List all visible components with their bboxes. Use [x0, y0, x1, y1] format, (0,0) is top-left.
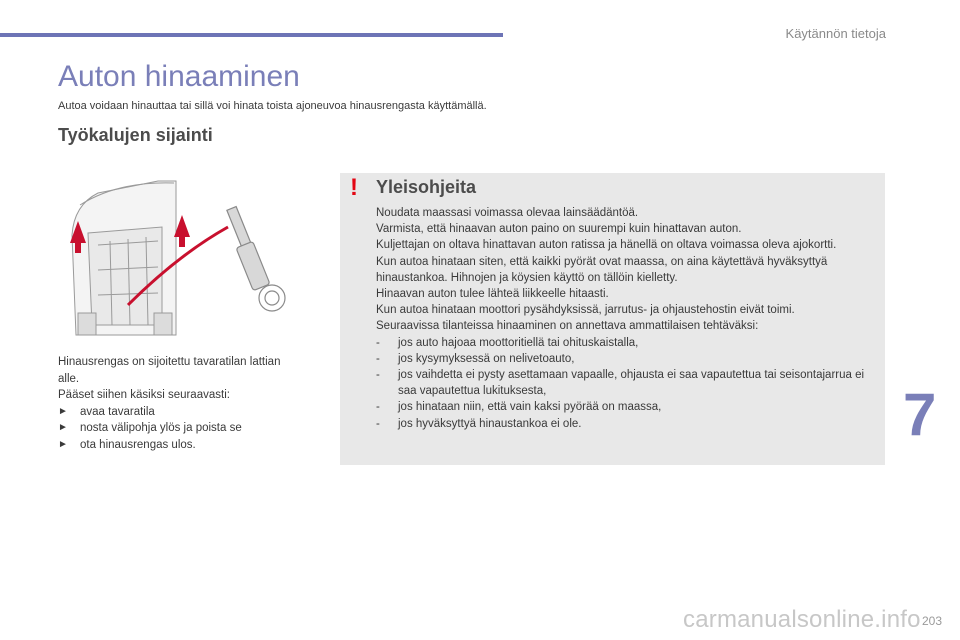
info-line: Hinaavan auton tulee lähteä liikkeelle hitaasti. [376, 288, 609, 301]
list-item: ► ota hinausrengas ulos. [58, 437, 303, 454]
chapter-number: 7 [903, 381, 937, 448]
list-item: - jos auto hajoaa moottoritiellä tai ohituskaistalla, [376, 336, 639, 349]
list-item: ► avaa tavaratila [58, 404, 303, 421]
section-subtitle: Työkalujen sijainti [58, 125, 213, 145]
list-item: - jos hyväksyttyä hinaustankoa ei ole. [376, 417, 582, 430]
info-line: Kuljettajan on oltava hinattavan auton ratissa ja hänellä on oltava voimassa oleva ajokortti. [376, 239, 837, 252]
steps-list [58, 404, 303, 454]
access-paragraph: Pääset siihen käsiksi seuraavasti: [58, 389, 230, 401]
info-line: Noudata maassasi voimassa olevaa lainsäädäntöä. [376, 207, 639, 219]
tool-location-text [58, 354, 303, 453]
arrow-bullet-icon: ► [58, 438, 68, 450]
list-item: - jos hinataan niin, että vain kaksi pyörää on maassa, [376, 401, 662, 414]
arrow-bullet-icon: ► [58, 405, 68, 417]
watermark: carmanualsonline.info [683, 606, 921, 633]
info-body [376, 205, 876, 432]
location-paragraph: Hinausrengas on sijoitettu tavaratilan lattian alle. [58, 356, 281, 385]
list-item: - jos vaihdetta ei pysty asettamaan vapaalle, ohjausta ei saa vapautettua tai seisontajarrua ei saa vapautettua lukituksesta, [376, 369, 865, 398]
info-title: Yleisohjeita [376, 177, 477, 197]
trunk-illustration [58, 175, 298, 345]
page-number: 203 [921, 614, 942, 628]
info-line: Varmista, että hinaavan auton paino on suurempi kuin hinattavan auton. [376, 223, 742, 236]
info-line: Kun autoa hinataan moottori pysähdyksissä, jarrutus- ja ohjaustehostin eivät toimi. [376, 304, 795, 317]
professional-cases-list [376, 335, 876, 432]
list-item: ► nosta välipohja ylös ja poista se [58, 420, 303, 437]
general-instructions-box [340, 173, 885, 465]
list-item: - jos kysymyksessä on nelivetoauto, [376, 352, 575, 365]
arrow-bullet-icon: ► [58, 422, 68, 433]
info-line: Kun autoa hinataan siten, että kaikki pyörät ovat maassa, on aina käytettävä hyväksyttyä hinaustankoa. Hihnojen ja köysien käyttö on tällöin kielletty. [376, 255, 828, 284]
header-accent-bar [0, 33, 503, 37]
intro-text: Autoa voidaan hinauttaa tai sillä voi hinata toista ajoneuvoa hinausrengasta käyttämällä. [58, 100, 487, 112]
section-header: Käytännön tietoja [785, 26, 886, 41]
info-line: Seuraavissa tilanteissa hinaaminen on annettava ammattilaisen tehtäväksi: [376, 320, 759, 333]
exclamation-warning-icon: ! [350, 174, 358, 201]
page-title: Auton hinaaminen [58, 60, 300, 93]
